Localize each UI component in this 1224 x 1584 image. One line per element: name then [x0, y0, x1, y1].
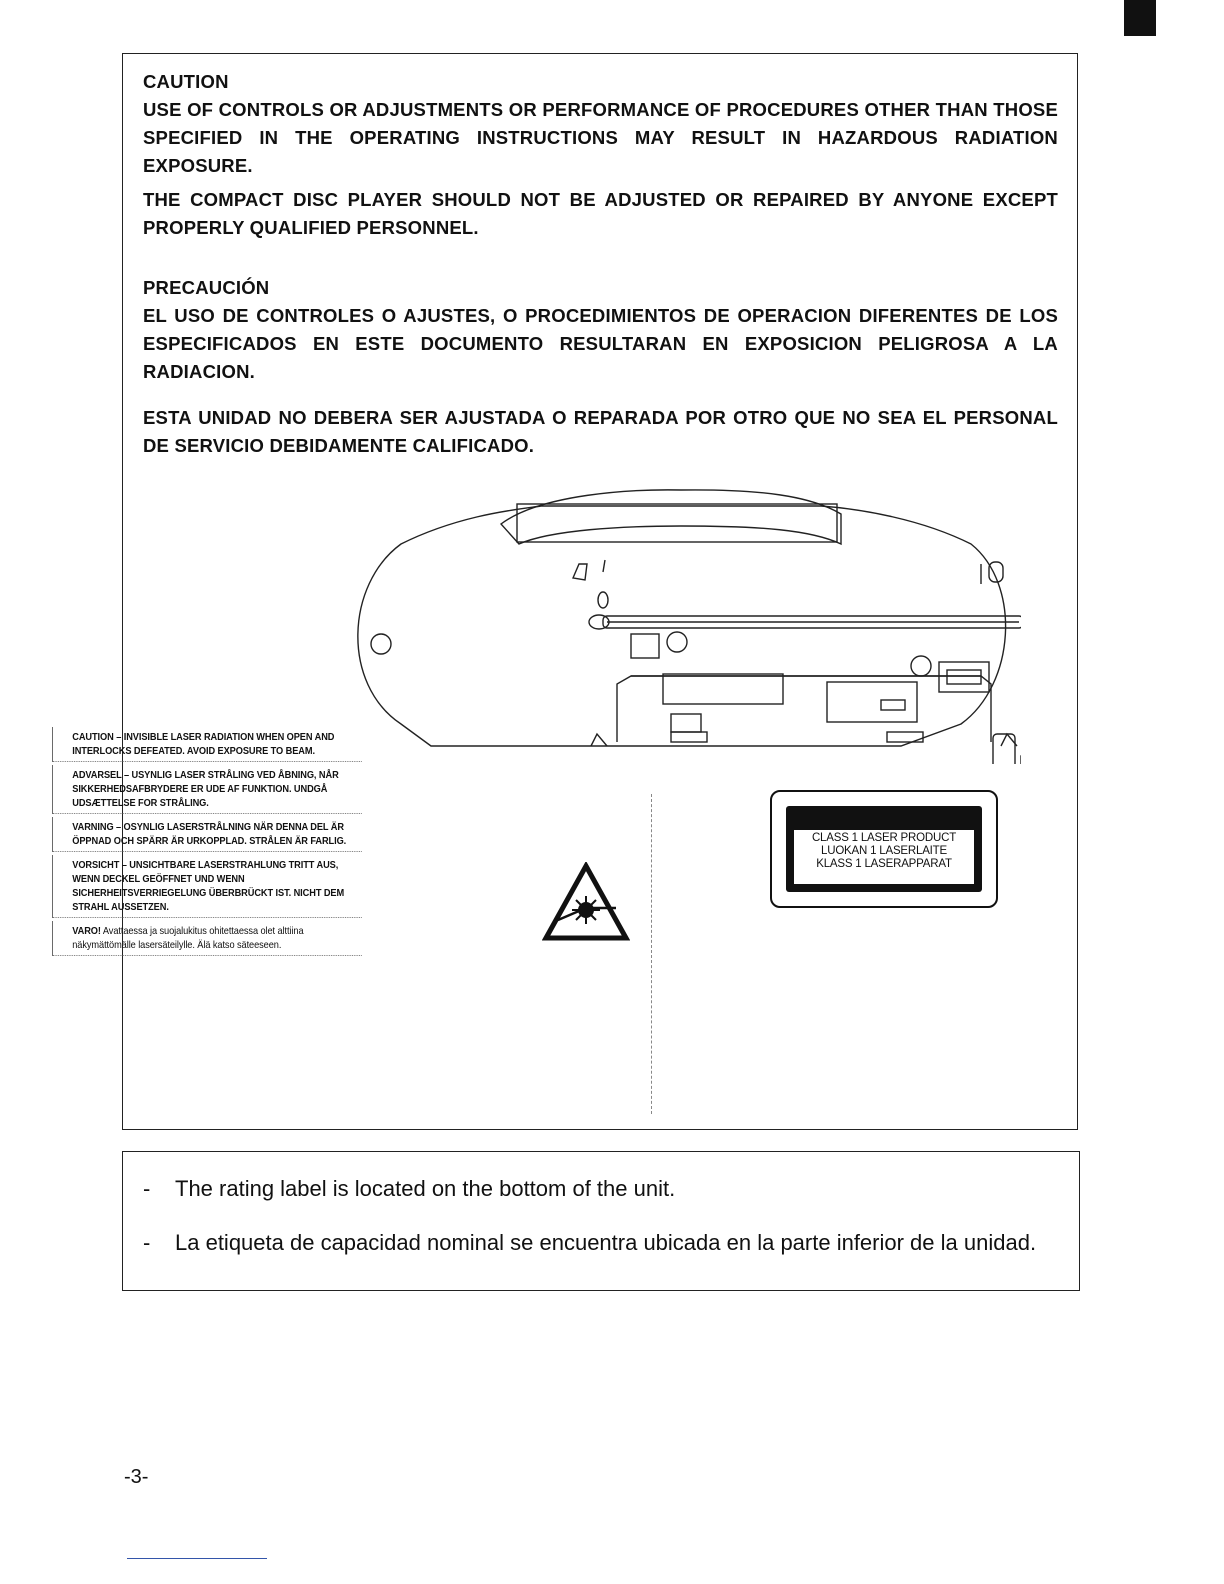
caution-paragraph-1: USE OF CONTROLS OR ADJUSTMENTS OR PERFORMANCE OF PROCEDURES OTHER THAN THOSE SPECIFIED IN THE OPERATING INSTRUCTIONS MAY RESULT IN HAZARDOUS RADIATION EXPOSURE.: [143, 99, 1058, 176]
warning-finnish: VARO! Avattaessa ja suojalukitus ohitettaessa olet alttiina näkymättömälle lasersäteilylle. Älä katso säteeseen.: [52, 921, 362, 956]
rating-note-panel: [122, 1151, 1080, 1291]
warning-swedish: VARNING – OSYNLIG LASERSTRÅLNING NÄR DENNA DEL ÄR ÖPPNAD OCH SPÄRR ÄR URKOPPLAD. STRÅLEN ÄR FARLIG.: [52, 817, 362, 852]
laser-warning-label: [52, 727, 362, 959]
caution-english-section-2: [143, 186, 1058, 242]
precaucion-heading: PRECAUCIÓN: [143, 277, 270, 298]
rating-note-english: - The rating label is located on the bottom of the unit.: [143, 1176, 676, 1201]
cd-player-rear-illustration: [341, 484, 1021, 764]
page-corner-mark: [1124, 0, 1156, 36]
precaucion-paragraph-2: ESTA UNIDAD NO DEBERA SER AJUSTADA O REPARADA POR OTRO QUE NO SEA EL PERSONAL DE SERVICIO DEBIDAMENTE CALIFICADO.: [143, 407, 1058, 456]
class-label-text: CLASS 1 LASER PRODUCT LUOKAN 1 LASERLAITE KLASS 1 LASERAPPARAT: [794, 830, 974, 884]
caution-paragraph-2: THE COMPACT DISC PLAYER SHOULD NOT BE ADJUSTED OR REPAIRED BY ANYONE EXCEPT PROPERLY QUALIFIED PERSONNEL.: [143, 189, 1058, 238]
warning-german: VORSICHT – UNSICHTBARE LASERSTRAHLUNG TRITT AUS, WENN DECKEL GEÖFFNET UND WENN SICHERHEITSVERRIEGELUNG ÜBERBRÜCKT IST. NICHT DEM STRAHL AUSSETZEN.: [52, 855, 362, 918]
caution-heading: CAUTION: [143, 71, 229, 92]
warning-english: CAUTION – INVISIBLE LASER RADIATION WHEN OPEN AND INTERLOCKS DEFEATED. AVOID EXPOSURE TO BEAM.: [52, 727, 362, 762]
caution-panel: [122, 53, 1078, 1130]
caution-english-section: [143, 68, 1058, 180]
page-number: -3-: [124, 1466, 149, 1488]
class-label-frame: [786, 806, 982, 892]
precaucion-spanish-section-2: [143, 404, 1058, 460]
precaucion-paragraph-1: EL USO DE CONTROLES O AJUSTES, O PROCEDIMIENTOS DE OPERACION DIFERENTES DE LOS ESPECIFICADOS EN ESTE DOCUMENTO RESULTARAN EN EXPOSICION PELIGROSA A LA RADIACION.: [143, 305, 1058, 382]
class1-laser-label: [770, 790, 998, 908]
rating-note-spanish: - La etiqueta de capacidad nominal se encuentra ubicada en la parte inferior de la unidad.: [143, 1230, 1037, 1255]
footer-rule: [127, 1558, 267, 1559]
precaucion-spanish-section: [143, 274, 1058, 386]
laser-hazard-icon: [542, 862, 630, 942]
warning-danish: ADVARSEL – USYNLIG LASER STRÅLING VED ÅBNING, NÅR SIKKERHEDSAFBRYDERE ER UDE AF FUNKTION. UNDGÅ UDSÆTTELSE FOR STRÅLING.: [52, 765, 362, 814]
